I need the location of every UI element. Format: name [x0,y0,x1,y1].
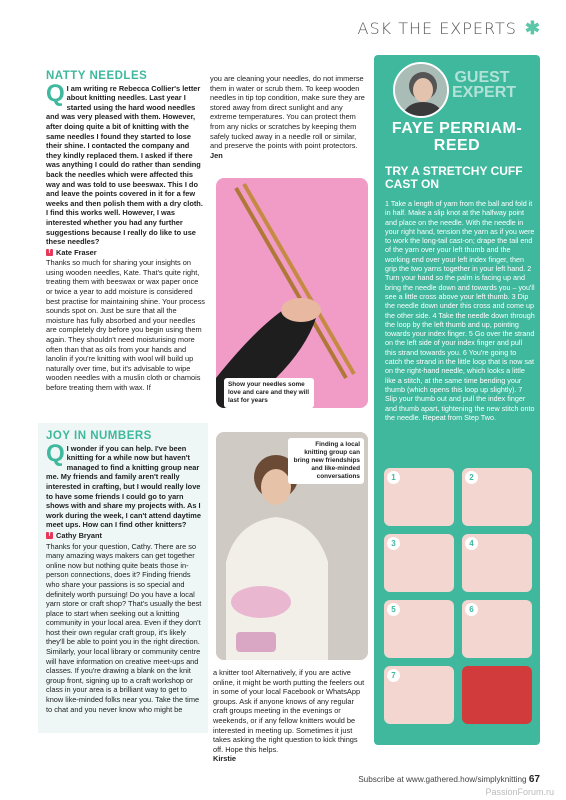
natty-answer-2: you are cleaning your needles, do not immerse them in water or scrub them. To keep wooden needles in tip top condition, make sure they are stored away from direct sunlight and any extreme temperatures. You can protect them from any nicks or scratches by keeping them safely tucked away in a needle roll or similar, and preserve the points with point protectors. [210,74,365,151]
expert-name: FAYE PERRIAM-REED [391,120,523,154]
guest-expert-label: GUEST EXPERT [452,69,517,101]
natty-question: Q I am writing re Rebecca Collier's letter about knitting needles. Last year I started using the hard wood needles and was very pleased with them. However, after doing quite a bit of knitting with the same needles I found they started to lose their shine. I contacted the company and they kindly replaced them. I asked if there was anything I could do rather than sending back the needles which were affected this way and was told to use beeswax. This I do and leave the points covered in it for a few weeks and then polish them with a dry cloth. I find this works well. However, I was interested whether you had any further suggestions because I really do like to use these needles? [46,79,203,247]
page-footer [358,774,540,785]
needles-photo [216,178,368,408]
facebook-icon: f [46,532,53,539]
joy-heading: JOY IN NUMBERS [46,430,152,442]
joy-answer-continued [213,668,368,764]
step-photo-7: 7 [384,666,454,724]
tip-instructions: 1 Take a length of yarn from the ball and fold it in half. Make a slip knot at the halfway point and place on the needle. With the needle in your right hand, tension the yarn as if you were to work the long-tail cast-on; drape the tail end of the yarn over your left thumb and the working end over your left index finger, then grip the two yarns together in your left hand. 2 Turn your hand so the palm is facing up and bring the needle down and towards you – you'll see a little cross above your left thumb. 3 Dip the needle down under this cross and come up the other side. 4 Take the needle down through the loop by the left thumb and up, pointing towards your index finger. 5 Go over the strand on the left side of your index finger and pull this strand towards you. 6 You're going to catch the strand in the little loop that is now sat on the right-hand needle, which looks a little like a stitch, at the same time bending your thumb (which opens this loop up slightly). 7 Slip your thumb out and pull the index finger and thumb apart, tightening the new stitch onto the needle. Repeat from Step Two. [385,199,535,422]
page-header [358,18,540,39]
natty-needles-section [46,72,206,393]
question-mark-icon: Q [46,79,65,107]
natty-answer-continued [210,74,365,160]
joy-answer-2: a knitter too! Alternatively, if you are active online, it might be worth putting the feelers out in some of your local Facebook or WhatsApp groups. Ask if anyone knows of any regular craft groups meeting in the evenings or weekends, or if any fellow knitters would be interested in meeting up. Sometimes it just takes asking the right question to kick things off. Hope this helps. [213,668,365,754]
subscribe-link[interactable]: Subscribe at www.gathered.how/simplyknitting [358,775,527,784]
natty-answer-1: Thanks so much for sharing your insights on using wooden needles, Kate. That's quite right, treating them with beeswax or wax paper once or twice a year to add moisture is considered best practise for maintaining shine. Your process sounds spot on. Just be sure that all the moisture has fully absorbed and your needles are completely dry before you begin using them again. They shouldn't need moisturising more often than that as oils from your hands and lanolin if you're knitting with wool will build up naturally over time, but it's advisable to wipe wooden needles with a muslin cloth or chamois before treating them with wax. If [46,258,205,392]
natty-heading: NATTY NEEDLES [46,70,148,82]
joy-answer-1: Thanks for your question, Cathy. There are so many amazing ways makers can get together online now but nothing quite beats those in-person connections, does it? Finding friends who share your passions is so special and definitely worth pursuing! Do you have a local yarn store or craft shop? That's usually the best place to start when seeking out a knitting community in your local area. Even if they don't host their own regular craft group, it's likely they'll be able to point you in the right direction. Similarly, your local library or community centre will have information on creative meet-ups and classes. If you're drawing a blank on the knit group front, signing up to a craft workshop or class in your area is a brilliant way to get to know like-minded folks near you. Take the time to chat and you never know who might be [46,541,202,714]
page-number: 67 [528,774,540,785]
joy-question: Q I wonder if you can help. I've been knitting for a while now but haven't managed to find a knitting group near me. My friends and family aren't really interested in crafting, but I would really love to have some friends I could go to yarn shows with and share my projects with. As I work during the week, I can't attend daytime meet ups. How can I find other knitters? [46,439,201,530]
hand-holding-needles-illustration [216,178,368,408]
needles-caption: Show your needles some love and care and they will last for years [224,378,314,408]
step-photos-grid [384,468,532,724]
expert-avatar [393,62,449,118]
question-mark-icon: Q [46,439,65,467]
natty-author: f Kate Fraser [46,248,206,258]
section-title: ASK THE EXPERTS [357,19,517,38]
natty-signature: Jen [210,150,223,160]
step-photo-2: 2 [462,468,532,526]
tip-title: TRY A STRETCHY CUFF CAST ON [385,164,523,191]
joy-signature: Kirstie [213,754,237,764]
step-photo-3: 3 [384,534,454,592]
knitted-swatch-photo [462,666,532,724]
step-photo-6: 6 [462,600,532,658]
step-photo-1: 1 [384,468,454,526]
knitting-woman-photo [216,432,368,660]
knitting-group-caption: Finding a local knitting group can bring new friendships and like-minded conversations [288,438,364,484]
facebook-icon: f [46,249,53,256]
joy-in-numbers-section [46,432,204,714]
joy-author: f Cathy Bryant [46,531,204,541]
step-photo-5: 5 [384,600,454,658]
step-photo-4: 4 [462,534,532,592]
asterisk-icon: ✱ [524,18,540,38]
watermark: PassionForum.ru [485,787,554,797]
